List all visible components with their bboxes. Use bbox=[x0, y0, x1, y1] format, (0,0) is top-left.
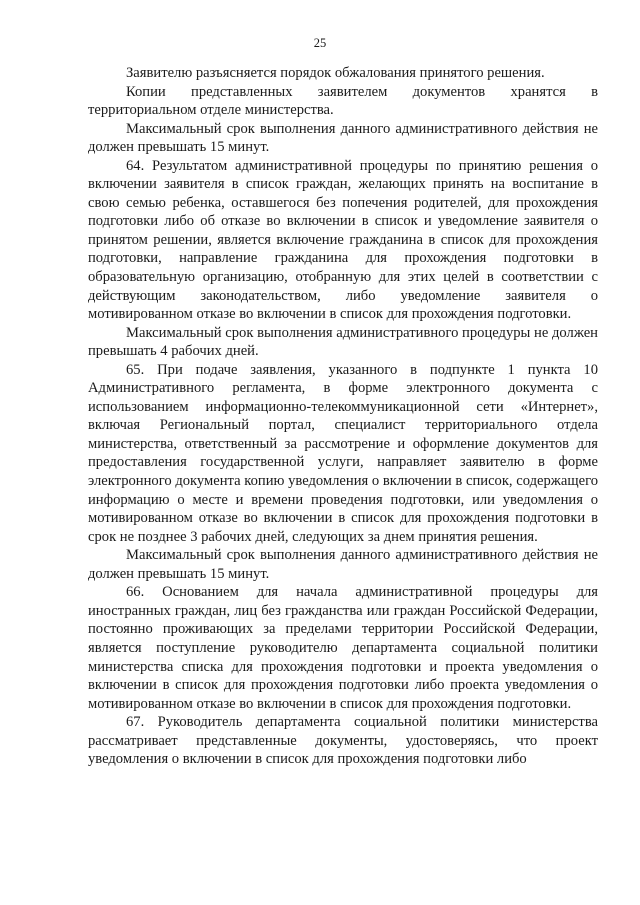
paragraph-document-storage: Копии представленных заявителем документов хранятся в территориальном отделе министерства. bbox=[88, 83, 598, 119]
paragraph-66: 66. Основанием для начала административной процедуры для иностранных граждан, лиц без гражданства или граждан Российской Федерации, постоянно проживающих за пределами территории Российской Федерации, является поступление руководителю департамента социальной политики министерства списка для прохождения подготовки и проекта уведомления о включении в список для прохождения подготовки либо проекта уведомления о мотивированном отказе во включении в список для прохождения подготовки. bbox=[88, 584, 598, 712]
paragraph-max-time-4-days: Максимальный срок выполнения административного процедуры не должен превышать 4 рабочих дней. bbox=[88, 324, 598, 360]
paragraph-64: 64. Результатом административной процедуры по принятию решения о включении заявителя в список граждан, желающих принять на воспитание в свою семью ребенка, оставшегося без попечения родителей, для прохождения подготовки либо об отказе во включении в список и уведомление заявителя о принятом решении, является включение гражданина в список для прохождения подготовки, направление гражданина для прохождения подготовки в образовательную организацию, отобранную для этих целей в соответствии с действующим законодательством, либо уведомление заявителя о мотивированном отказе во включении в список для прохождения подготовки. bbox=[88, 157, 598, 323]
paragraph-max-time-15min-2: Максимальный срок выполнения данного административного действия не должен превышать 15 минут. bbox=[88, 547, 598, 582]
page-number: 25 bbox=[313, 36, 327, 50]
document-body bbox=[88, 64, 598, 769]
paragraph-65: 65. При подаче заявления, указанного в подпункте 1 пункта 10 Административного регламента, в форме электронного документа с использованием информационно-телекоммуникационной сети «Интернет», включая Региональный портал, специалист территориального отдела министерства, ответственный за рассмотрение и оформление документов для предоставления государственной услуги, направляет заявителю в форме электронного документа копию уведомления о включении в список, содержащего информацию о месте и времени проведения подготовки, или уведомления о мотивированном отказе во включении в список для прохождения подготовки в срок не позднее 3 рабочих дней, следующих за днем принятия решения. bbox=[88, 361, 598, 545]
paragraph-appeal-procedure: Заявителю разъясняется порядок обжалования принятого решения. bbox=[126, 65, 545, 81]
paragraph-max-time-15min: Максимальный срок выполнения данного административного действия не должен превышать 15 минут. bbox=[88, 120, 598, 156]
paragraph-67: 67. Руководитель департамента социальной политики министерства рассматривает представленные документы, удостоверяясь, что проект уведомления о включении в список для прохождения подготовки либо bbox=[88, 714, 598, 768]
